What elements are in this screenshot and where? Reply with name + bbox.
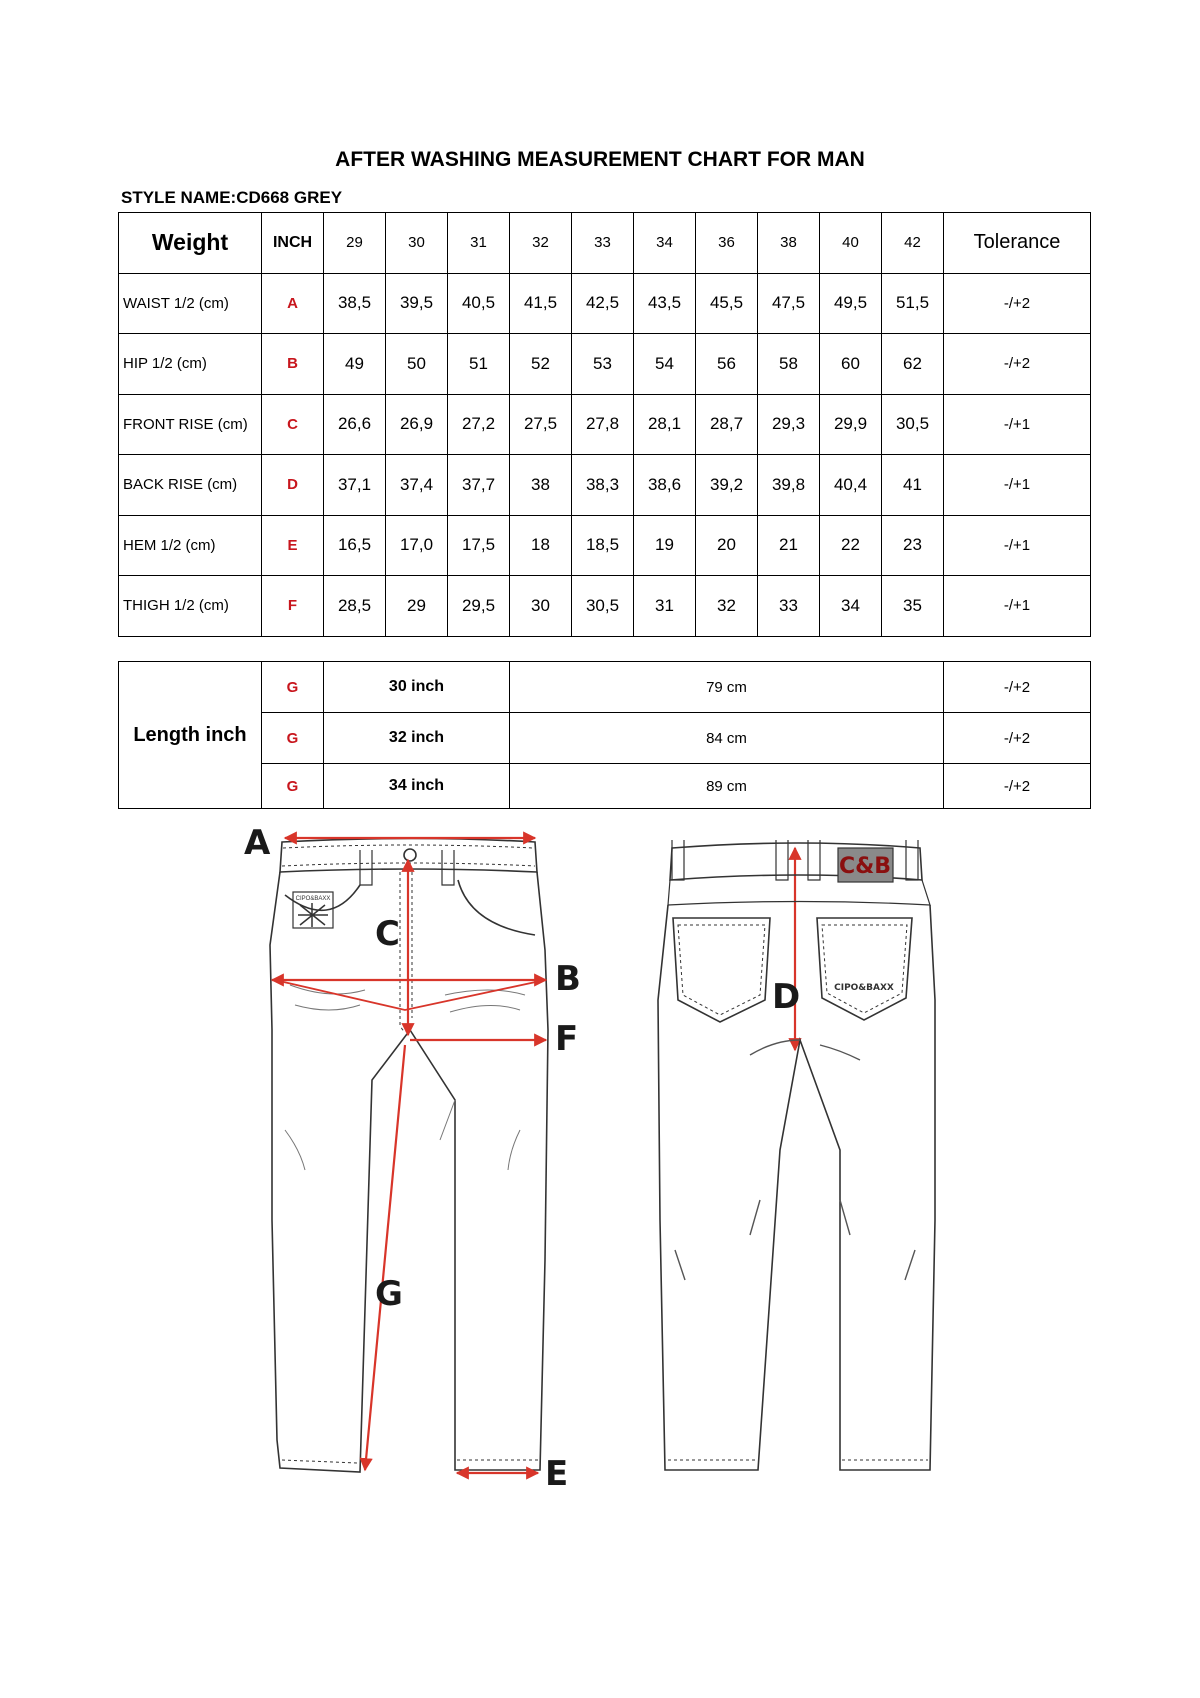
row-code: G bbox=[262, 764, 324, 809]
label-g: G bbox=[375, 1274, 403, 1314]
row-code: E bbox=[262, 515, 324, 576]
table-row bbox=[119, 764, 1091, 809]
cell-value: 32 bbox=[696, 576, 758, 637]
cell-value: 29 bbox=[386, 576, 448, 637]
cell-value: 38,3 bbox=[572, 455, 634, 516]
cell-value: 30,5 bbox=[572, 576, 634, 637]
cell-value: 31 bbox=[634, 576, 696, 637]
cell-value: 18,5 bbox=[572, 515, 634, 576]
table-row bbox=[119, 455, 1091, 516]
cell-value: 37,7 bbox=[448, 455, 510, 516]
cell-value: 39,2 bbox=[696, 455, 758, 516]
cell-value: 29,9 bbox=[820, 394, 882, 455]
front-pocket-right bbox=[458, 880, 535, 935]
row-tolerance: -/+1 bbox=[944, 455, 1091, 516]
cell-value: 62 bbox=[882, 334, 944, 395]
row-label: HIP 1/2 (cm) bbox=[119, 334, 262, 395]
cell-value: 58 bbox=[758, 334, 820, 395]
cell-value: 28,1 bbox=[634, 394, 696, 455]
header-size: 42 bbox=[882, 213, 944, 274]
cell-value: 43,5 bbox=[634, 273, 696, 334]
label-d: D bbox=[772, 977, 801, 1017]
row-code: F bbox=[262, 576, 324, 637]
cell-value: 30,5 bbox=[882, 394, 944, 455]
cell-value: 54 bbox=[634, 334, 696, 395]
cell-value: 35 bbox=[882, 576, 944, 637]
cell-value: 22 bbox=[820, 515, 882, 576]
cell-value: 53 bbox=[572, 334, 634, 395]
cell-value: 45,5 bbox=[696, 273, 758, 334]
cell-value: 27,5 bbox=[510, 394, 572, 455]
back-logo-text: C&B bbox=[838, 854, 892, 879]
label-b: B bbox=[555, 959, 581, 999]
back-pocket-right bbox=[817, 918, 912, 1020]
back-yoke bbox=[668, 880, 930, 905]
label-a: A bbox=[244, 823, 271, 863]
header-size: 40 bbox=[820, 213, 882, 274]
cell-value: 19 bbox=[634, 515, 696, 576]
cell-value: 37,4 bbox=[386, 455, 448, 516]
row-code: C bbox=[262, 394, 324, 455]
row-label: FRONT RISE (cm) bbox=[119, 394, 262, 455]
cell-value: 37,1 bbox=[324, 455, 386, 516]
header-size: 29 bbox=[324, 213, 386, 274]
cell-value: 16,5 bbox=[324, 515, 386, 576]
cell-value: 20 bbox=[696, 515, 758, 576]
front-fly bbox=[400, 872, 412, 1032]
cell-value: 38,5 bbox=[324, 273, 386, 334]
header-size: 34 bbox=[634, 213, 696, 274]
row-code: G bbox=[262, 662, 324, 713]
measurement-arrows bbox=[272, 838, 795, 1473]
cell-value: 49,5 bbox=[820, 273, 882, 334]
row-label: THIGH 1/2 (cm) bbox=[119, 576, 262, 637]
back-pocket-left bbox=[673, 918, 770, 1022]
table-row bbox=[119, 515, 1091, 576]
header-size: 36 bbox=[696, 213, 758, 274]
row-label: HEM 1/2 (cm) bbox=[119, 515, 262, 576]
cell-value: 56 bbox=[696, 334, 758, 395]
cell-value: 17,0 bbox=[386, 515, 448, 576]
length-inch: 32 inch bbox=[324, 713, 510, 764]
front-button bbox=[404, 849, 416, 861]
row-code: D bbox=[262, 455, 324, 516]
jeans-technical-drawing bbox=[0, 810, 1200, 1510]
table-row bbox=[119, 713, 1091, 764]
header-size: 30 bbox=[386, 213, 448, 274]
back-view bbox=[658, 840, 935, 1470]
row-tolerance: -/+2 bbox=[944, 764, 1091, 809]
header-size: 32 bbox=[510, 213, 572, 274]
length-table bbox=[118, 661, 1091, 809]
row-code: G bbox=[262, 713, 324, 764]
header-inch: INCH bbox=[262, 213, 324, 274]
cell-value: 50 bbox=[386, 334, 448, 395]
table-row bbox=[119, 576, 1091, 637]
table-header-row bbox=[119, 213, 1091, 274]
row-label: BACK RISE (cm) bbox=[119, 455, 262, 516]
cell-value: 26,9 bbox=[386, 394, 448, 455]
length-label: Length inch bbox=[119, 662, 262, 809]
cell-value: 27,2 bbox=[448, 394, 510, 455]
row-tolerance: -/+2 bbox=[944, 273, 1091, 334]
header-size: 31 bbox=[448, 213, 510, 274]
page-title: AFTER WASHING MEASUREMENT CHART FOR MAN bbox=[335, 148, 865, 171]
row-tolerance: -/+2 bbox=[944, 713, 1091, 764]
label-c: C bbox=[375, 914, 400, 954]
table-row bbox=[119, 394, 1091, 455]
cell-value: 27,8 bbox=[572, 394, 634, 455]
style-name: STYLE NAME:CD668 GREY bbox=[121, 188, 343, 207]
cell-value: 47,5 bbox=[758, 273, 820, 334]
cell-value: 60 bbox=[820, 334, 882, 395]
measurement-labels bbox=[244, 823, 800, 1494]
row-tolerance: -/+1 bbox=[944, 394, 1091, 455]
table-row bbox=[119, 662, 1091, 713]
back-pocket-label: CIPO&BAXX bbox=[834, 983, 894, 993]
header-tolerance: Tolerance bbox=[944, 213, 1091, 274]
cell-value: 23 bbox=[882, 515, 944, 576]
cell-value: 39,5 bbox=[386, 273, 448, 334]
row-code: A bbox=[262, 273, 324, 334]
cell-value: 39,8 bbox=[758, 455, 820, 516]
cell-value: 51,5 bbox=[882, 273, 944, 334]
cell-value: 28,5 bbox=[324, 576, 386, 637]
label-f: F bbox=[555, 1019, 579, 1059]
cell-value: 42,5 bbox=[572, 273, 634, 334]
cell-value: 26,6 bbox=[324, 394, 386, 455]
cell-value: 51 bbox=[448, 334, 510, 395]
cell-value: 17,5 bbox=[448, 515, 510, 576]
row-tolerance: -/+1 bbox=[944, 515, 1091, 576]
table-row bbox=[119, 334, 1091, 395]
row-label: WAIST 1/2 (cm) bbox=[119, 273, 262, 334]
front-hem-stitch bbox=[282, 1460, 538, 1463]
cell-value: 30 bbox=[510, 576, 572, 637]
cell-value: 33 bbox=[758, 576, 820, 637]
arrow-b-hip-v bbox=[275, 980, 545, 1010]
header-weight: Weight bbox=[119, 213, 262, 274]
size-measurement-table bbox=[118, 212, 1091, 637]
cell-value: 18 bbox=[510, 515, 572, 576]
front-patch-pattern bbox=[298, 903, 328, 927]
cell-value: 52 bbox=[510, 334, 572, 395]
length-inch: 30 inch bbox=[324, 662, 510, 713]
length-cm: 89 cm bbox=[510, 764, 944, 809]
cell-value: 49 bbox=[324, 334, 386, 395]
table-row bbox=[119, 273, 1091, 334]
cell-value: 21 bbox=[758, 515, 820, 576]
cell-value: 38,6 bbox=[634, 455, 696, 516]
front-patch-label: CIPO&BAXX bbox=[295, 896, 331, 902]
cell-value: 34 bbox=[820, 576, 882, 637]
length-cm: 79 cm bbox=[510, 662, 944, 713]
cell-value: 41,5 bbox=[510, 273, 572, 334]
cell-value: 29,5 bbox=[448, 576, 510, 637]
cell-value: 40,4 bbox=[820, 455, 882, 516]
cell-value: 40,5 bbox=[448, 273, 510, 334]
cell-value: 29,3 bbox=[758, 394, 820, 455]
row-tolerance: -/+2 bbox=[944, 662, 1091, 713]
row-tolerance: -/+1 bbox=[944, 576, 1091, 637]
header-size: 33 bbox=[572, 213, 634, 274]
cell-value: 41 bbox=[882, 455, 944, 516]
row-code: B bbox=[262, 334, 324, 395]
back-creases bbox=[675, 1040, 915, 1280]
row-tolerance: -/+2 bbox=[944, 334, 1091, 395]
label-e: E bbox=[545, 1454, 569, 1494]
header-size: 38 bbox=[758, 213, 820, 274]
length-inch: 34 inch bbox=[324, 764, 510, 809]
length-cm: 84 cm bbox=[510, 713, 944, 764]
cell-value: 28,7 bbox=[696, 394, 758, 455]
cell-value: 38 bbox=[510, 455, 572, 516]
front-creases bbox=[285, 985, 525, 1170]
